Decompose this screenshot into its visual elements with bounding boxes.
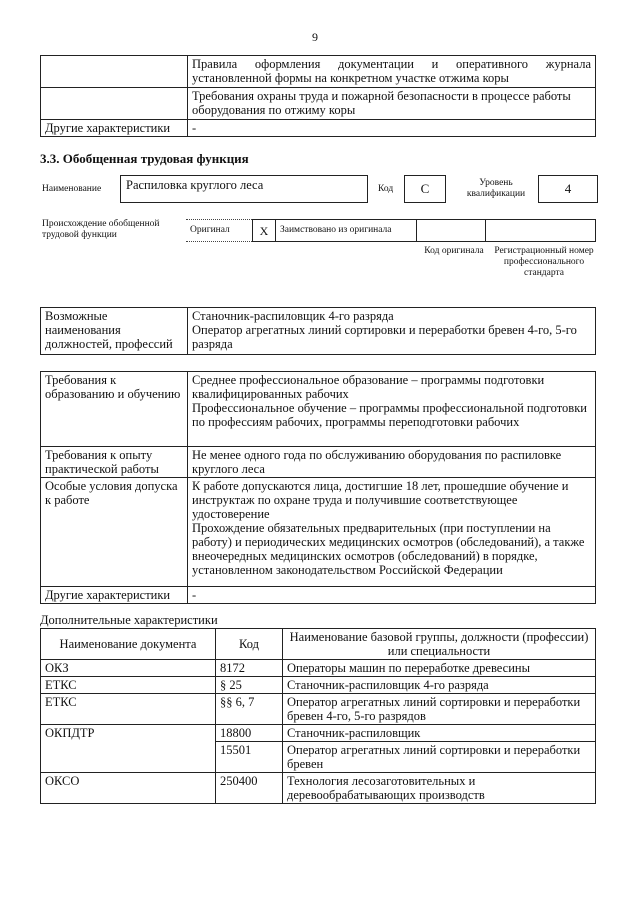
requirement-item: К работе допускаются лица, достигшие 18 лет, прошедшие обучение и инструктаж по охране труда и получившие соответствующее удостоверение [192,479,569,521]
name-cell: Оператор агрегатных линий сортировки и переработки бревен 4-го, 5-го разрядов [283,694,596,725]
code-label: Код [378,184,394,194]
table-row [41,660,596,677]
table-row [41,677,596,694]
requirement-label: Требования к опыту практической работы [41,447,188,478]
original-mark: X [253,220,276,242]
additional-table [40,628,596,804]
header-cell: Наименование базовой группы, должности (профессии) или специальности [283,629,596,660]
table-cell-label [41,56,188,88]
name-cell: Станочник-распиловщик 4-го разряда [283,677,596,694]
requirement-label: Другие характеристики [41,587,188,604]
doc-cell: ОКСО [41,773,216,804]
header-cell: Код [216,629,283,660]
code-cell: 15501 [216,742,283,773]
doc-cell: ЕТКС [41,677,216,694]
requirement-label: Особые условия допуска к работе [41,478,188,587]
code-cell: 250400 [216,773,283,804]
code-cell: 18800 [216,725,283,742]
name-label: Наименование [42,184,102,194]
requirement-item: Профессиональное обучение – программы профессиональной подготовки по профессиям рабочих, программы переподготовки рабочих [192,401,587,429]
doc-cell: ОКПДТР [41,725,216,773]
position-item: Станочник-распиловщик 4-го разряда [192,309,394,323]
table-cell-value: Правила оформления документации и оперативного журнала установленной формы на конкретном участке отжима коры [188,56,596,88]
table-cell-value: - [188,120,596,137]
name-cell: Станочник-распиловщик [283,725,596,742]
name-cell: Технология лесозаготовительных и деревообрабатывающих производств [283,773,596,804]
positions-table [40,307,596,355]
name-cell: Операторы машин по переработке древесины [283,660,596,677]
requirement-item: Среднее профессиональное образование – программы подготовки квалифицированных рабочих [192,373,545,401]
table-cell-value: Требования охраны труда и пожарной безопасности в процессе работы оборудования по отжиму коры [188,88,596,120]
code-cell: §§ 6, 7 [216,694,283,725]
table-row [41,725,596,742]
origin-table [186,219,596,242]
original-label: Оригинал [186,220,253,242]
position-item: Оператор агрегатных линий сортировки и переработки бревен 4-го, 5-го разряда [192,323,577,351]
additional-title: Дополнительные характеристики [40,613,218,627]
code-cell: § 25 [216,677,283,694]
positions-label: Возможные наименования должностей, профессий [41,308,188,355]
table-cell-label [41,88,188,120]
name-cell: Оператор агрегатных линий сортировки и переработки бревен [283,742,596,773]
top-table [40,55,596,137]
code-original-label: Код оригинала [424,246,484,256]
code-cell: 8172 [216,660,283,677]
requirement-item: Прохождение обязательных предварительных (при поступлении на работу) и периодических медицинских осмотров (обследований), а также внеочередных медицинских осмотров (обследований) в порядке, установленном законодательством Российской Федерации [192,521,585,577]
section-heading: 3.3. Обобщенная трудовая функция [40,151,249,166]
table-row [41,694,596,725]
table-row [41,773,596,804]
requirement-label: Требования к образованию и обучению [41,372,188,447]
requirement-item: Не менее одного года по обслуживанию оборудования по распиловке круглого леса [192,448,562,476]
header-cell: Наименование документа [41,629,216,660]
page-number: 9 [312,30,318,44]
borrowed-label: Заимствовано из оригинала [276,220,417,242]
reg-number-label: Регистрационный номер профессионального стандарта [494,246,594,278]
table-cell-label: Другие характеристики [41,120,188,137]
name-value: Распиловка круглого леса [126,178,264,192]
doc-cell: ОКЗ [41,660,216,677]
code-value: C [404,175,446,203]
level-value: 4 [538,175,598,203]
requirement-item: - [192,588,197,602]
name-value-box [120,175,368,203]
doc-cell: ЕТКС [41,694,216,725]
origin-label: Происхождение обобщенной трудовой функции [42,219,160,240]
requirements-table [40,371,596,604]
level-label: Уровень квалификации [466,178,526,199]
